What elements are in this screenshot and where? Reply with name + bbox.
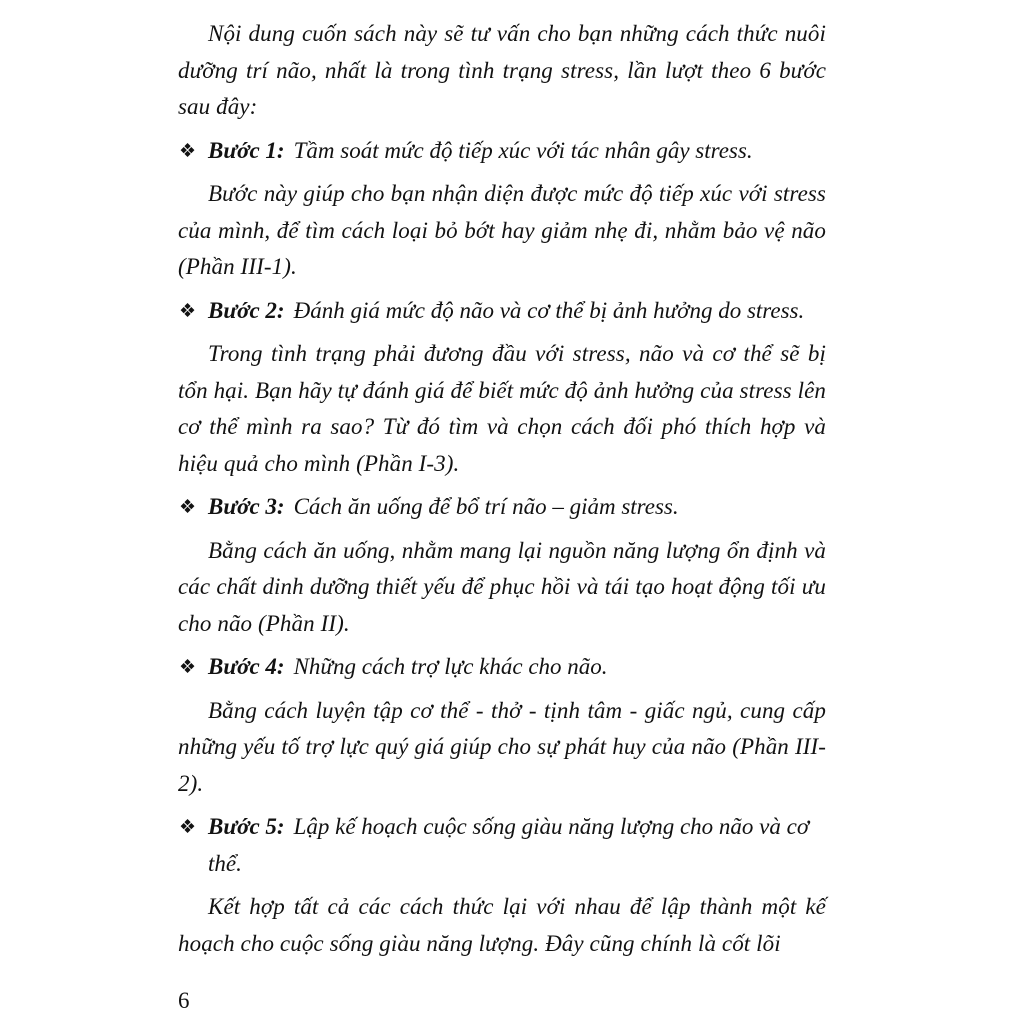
step-heading-1 bbox=[178, 133, 826, 170]
intro-paragraph: Nội dung cuốn sách này sẽ tư vấn cho bạn những cách thức nuôi dưỡng trí não, nhất là trong tình trạng stress, lần lượt theo 6 bước sau đây: bbox=[178, 21, 826, 119]
step-label: Bước 2: bbox=[208, 297, 285, 323]
page-number: 6 bbox=[178, 988, 190, 1013]
diamond-bullet-icon: ❖ bbox=[179, 817, 197, 838]
step-heading-4 bbox=[178, 649, 826, 686]
diamond-bullet-icon: ❖ bbox=[179, 140, 197, 162]
step-title: Cách ăn uống để bổ trí não – giảm stress. bbox=[293, 494, 679, 519]
step-label: Bước 3: bbox=[208, 494, 285, 519]
step-label: Bước 4: bbox=[208, 654, 285, 679]
step-body-4: Bằng cách luyện tập cơ thể - thở - tịnh tâm - giấc ngủ, cung cấp những yếu tố trợ lực quý giá giúp cho sự phát huy của não (Phần III-2). bbox=[178, 697, 826, 796]
step-title: Đánh giá mức độ não và cơ thể bị ảnh hưởng do stress. bbox=[293, 297, 805, 323]
diamond-bullet-icon: ❖ bbox=[179, 300, 197, 322]
diamond-bullet-icon: ❖ bbox=[179, 657, 197, 678]
step-label: Bước 1: bbox=[208, 137, 285, 163]
step-body-2: Trong tình trạng phải đương đầu với stress, não và cơ thể sẽ bị tổn hại. Bạn hãy tự đánh giá để biết mức độ ảnh hưởng của stress lên cơ thể mình ra sao? Từ đó tìm và chọn cách đối phó thích hợp và hiệu quả cho mình (Phần I-3). bbox=[178, 341, 826, 476]
diamond-bullet-icon: ❖ bbox=[179, 497, 197, 518]
step-label: Bước 5: bbox=[208, 814, 285, 839]
step-title: Lập kế hoạch cuộc sống giàu năng lượng cho não và cơ thể. bbox=[208, 814, 810, 876]
step-body-1: Bước này giúp cho bạn nhận diện được mức độ tiếp xúc với stress của mình, để tìm cách loại bỏ bớt hay giảm nhẹ đi, nhằm bảo vệ não (Phần III-1). bbox=[178, 181, 826, 279]
step-title: Những cách trợ lực khác cho não. bbox=[293, 654, 608, 679]
step-heading-5 bbox=[178, 809, 826, 882]
step-body-3: Bằng cách ăn uống, nhằm mang lại nguồn năng lượng ổn định và các chất dinh dưỡng thiết yếu để phục hồi và tái tạo hoạt động tối ưu cho não (Phần II). bbox=[178, 537, 826, 636]
step-heading-3 bbox=[178, 489, 826, 526]
step-body-5: Kết hợp tất cả các cách thức lại với nhau để lập thành một kế hoạch cho cuộc sống giàu năng lượng. Đây cũng chính là cốt lõi bbox=[178, 894, 826, 956]
step-title: Tầm soát mức độ tiếp xúc với tác nhân gây stress. bbox=[293, 137, 753, 163]
step-heading-2 bbox=[178, 293, 826, 330]
